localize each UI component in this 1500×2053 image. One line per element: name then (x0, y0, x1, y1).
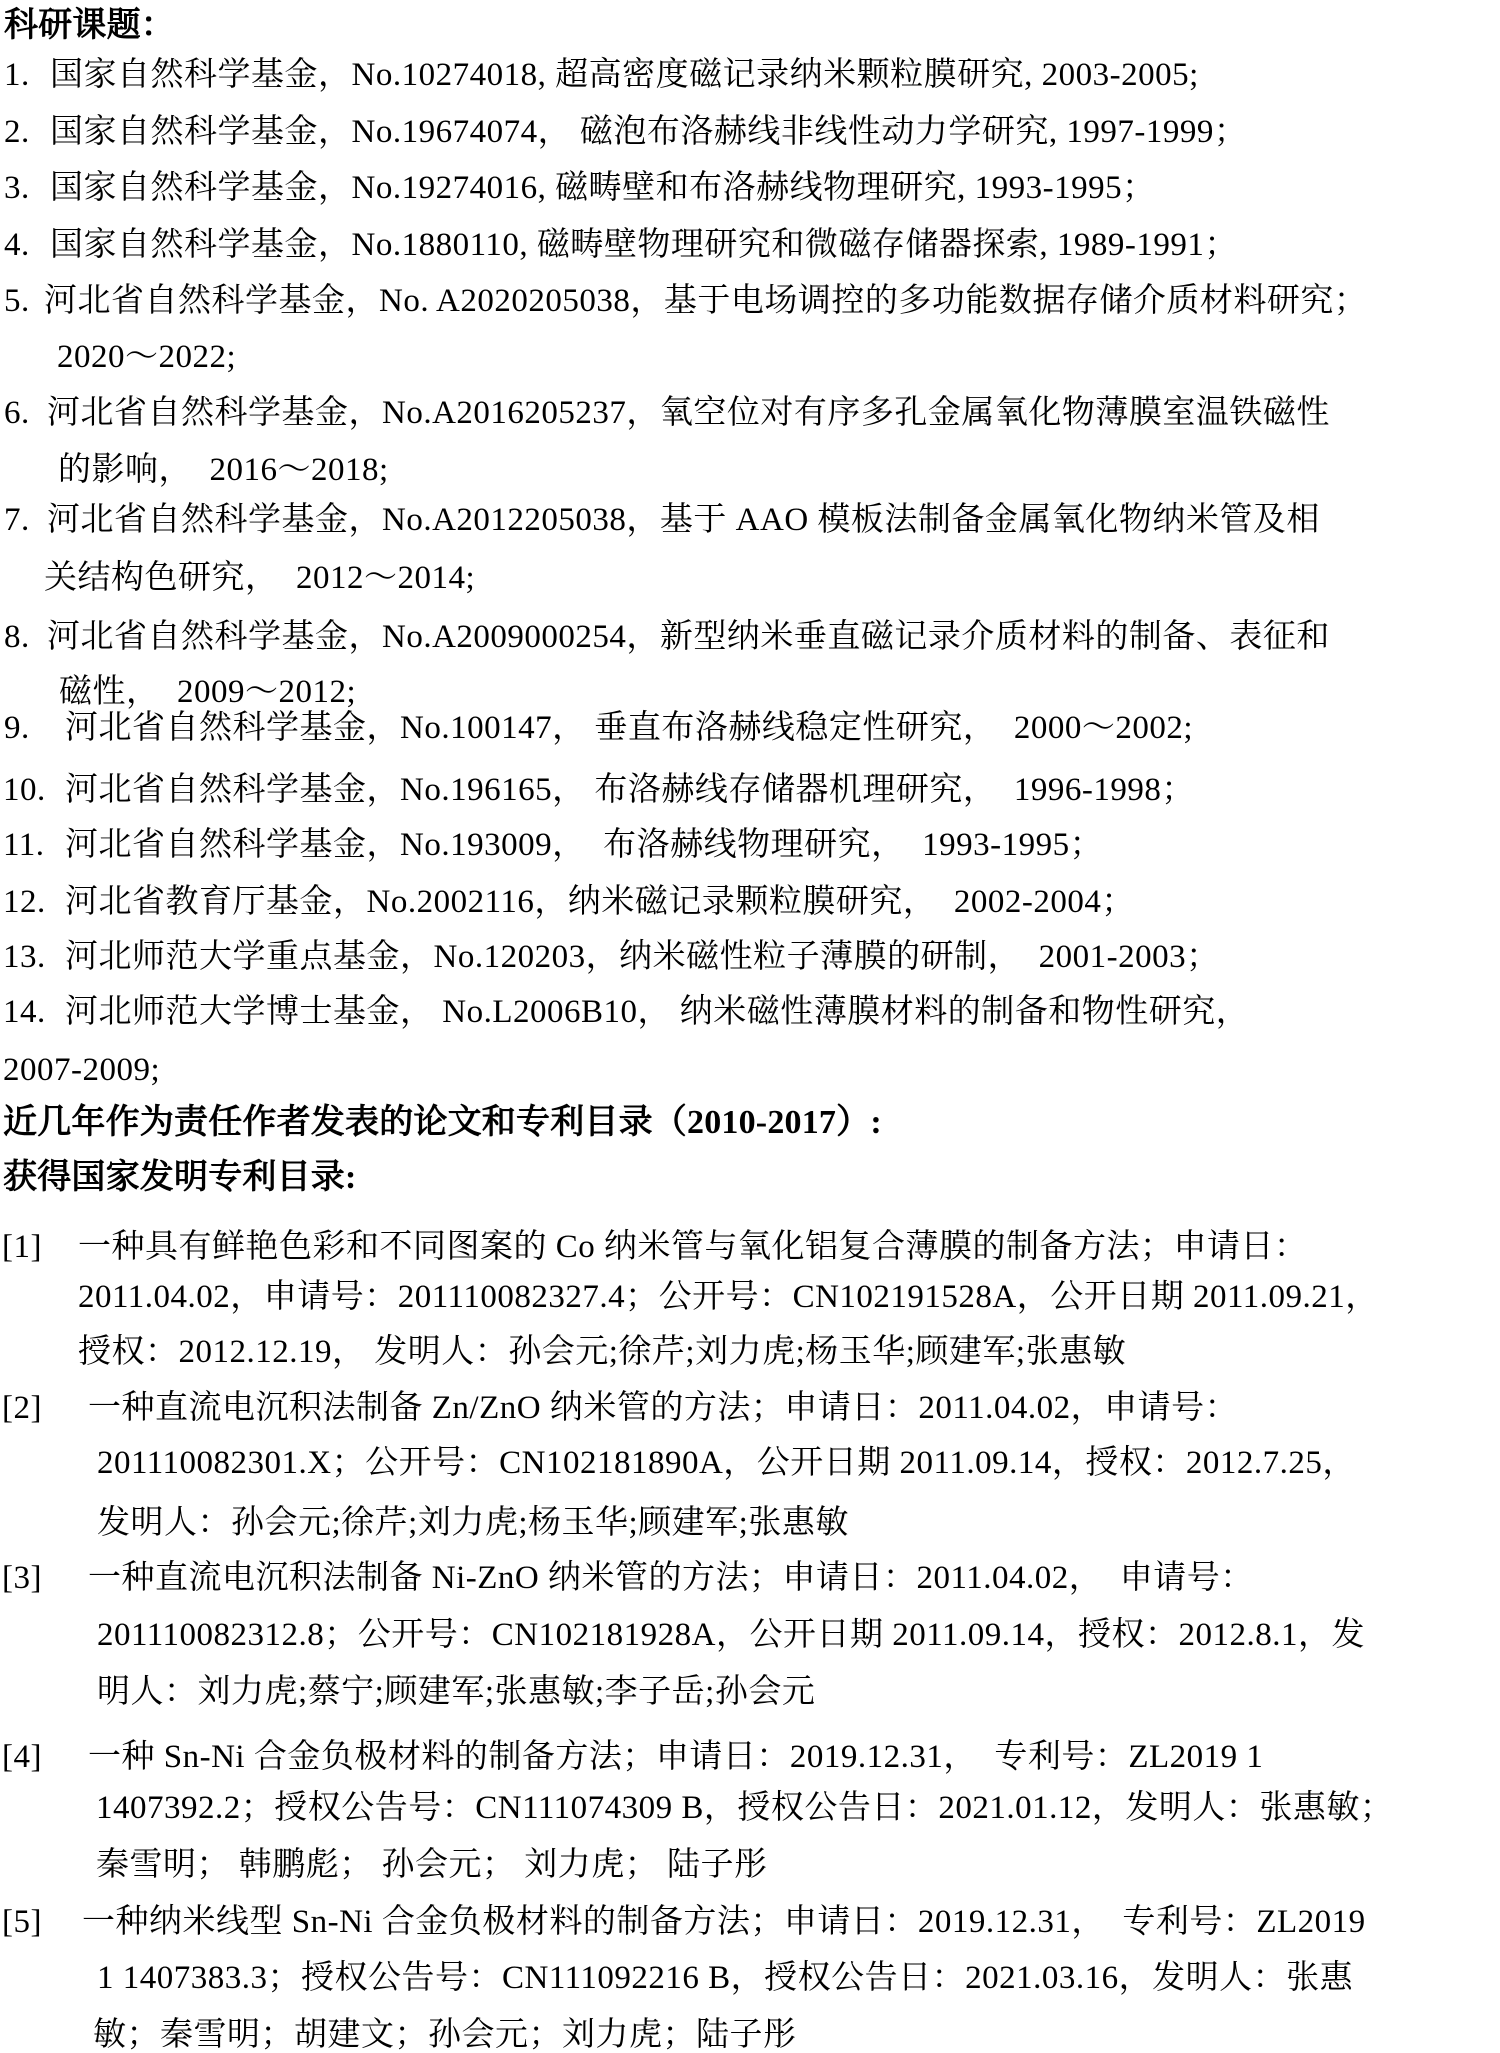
grant-item-2-line-1: 国家自然科学基金，No.19674074， 磁泡布洛赫线非线性动力学研究, 1997-1999； (50, 114, 1248, 150)
grant-item-5-line-1: 河北省自然科学基金，No. A2020205038，基于电场调控的多功能数据存储介质材料研究； (44, 283, 1368, 319)
grant-item-1-number: 1. (4, 57, 30, 93)
grant-item-13-number: 13. (3, 939, 46, 975)
patent-item-1-label: [1] (2, 1229, 42, 1265)
patent-item-2-label: [2] (2, 1390, 42, 1426)
grant-item-11-number: 11. (3, 827, 45, 863)
grant-item-5-line-2: 2020～2022; (57, 339, 237, 375)
patent-item-3-line-3: 明人：刘力虎;蔡宁;顾建军;张惠敏;李子岳;孙会元 (97, 1674, 816, 1710)
patent-item-2-line-1: 一种直流电沉积法制备 Zn/ZnO 纳米管的方法；申请日：2011.04.02，申请号： (88, 1390, 1239, 1426)
grant-item-3-number: 3. (4, 170, 30, 206)
patent-item-5-label: [5] (2, 1904, 42, 1940)
patent-item-3-line-1: 一种直流电沉积法制备 Ni-ZnO 纳米管的方法；申请日：2011.04.02， 申请号： (88, 1560, 1254, 1596)
grant-item-7-line-1: 河北省自然科学基金，No.A2012205038，基于 AAO 模板法制备金属氧化物纳米管及相 (47, 502, 1320, 538)
section-title-publications: 近几年作为责任作者发表的论文和专利目录（2010-2017）: (3, 1104, 882, 1141)
grant-item-12-line-1: 河北省教育厅基金，No.2002116，纳米磁记录颗粒膜研究， 2002-2004； (65, 884, 1135, 920)
patent-item-2-line-3: 发明人：孙会元;徐芹;刘力虎;杨玉华;顾建军;张惠敏 (97, 1505, 849, 1541)
patent-item-1-line-2: 2011.04.02，申请号：201110082327.4；公开号：CN102191528A，公开日期 2011.09.21， (78, 1279, 1379, 1315)
grant-item-13-line-1: 河北师范大学重点基金，No.120203，纳米磁性粒子薄膜的研制， 2001-2003； (65, 939, 1220, 975)
grant-item-10-number: 10. (3, 772, 46, 808)
grant-item-14-number: 14. (3, 994, 46, 1030)
patent-item-5-line-1: 一种纳米线型 Sn-Ni 合金负极材料的制备方法；申请日：2019.12.31， 专利号：ZL2019 (82, 1904, 1366, 1940)
grant-item-10-line-1: 河北省自然科学基金，No.196165， 布洛赫线存储器机理研究， 1996-1998； (65, 772, 1195, 808)
patent-item-4-label: [4] (2, 1739, 42, 1775)
patent-item-4-line-1: 一种 Sn-Ni 合金负极材料的制备方法；申请日：2019.12.31， 专利号：ZL2019 1 (88, 1739, 1264, 1775)
grant-item-14-line-1: 河北师范大学博士基金， No.L2006B10， 纳米磁性薄膜材料的制备和物性研究， (65, 994, 1250, 1030)
grant-item-4-line-1: 国家自然科学基金，No.1880110, 磁畴壁物理研究和微磁存储器探索, 1989-1991； (50, 227, 1238, 263)
grant-item-14-line-2: 2007-2009; (3, 1052, 161, 1088)
patent-item-3-label: [3] (2, 1560, 42, 1596)
grant-item-12-number: 12. (3, 884, 46, 920)
section-title-patents: 获得国家发明专利目录: (3, 1159, 357, 1196)
grant-item-7-number: 7. (4, 502, 30, 538)
patent-item-4-line-3: 秦雪明； 韩鹏彪； 孙会元； 刘力虎； 陆子彤 (96, 1847, 768, 1883)
grant-item-5-number: 5. (4, 283, 30, 319)
patent-item-2-line-2: 201110082301.X；公开号：CN102181890A，公开日期 2011.09.14，授权：2012.7.25， (97, 1445, 1356, 1481)
grant-item-2-number: 2. (4, 114, 30, 150)
grant-item-9-number: 9. (4, 710, 30, 746)
section-title-research-grants: 科研课题： (4, 7, 175, 44)
grant-item-11-line-1: 河北省自然科学基金，No.193009， 布洛赫线物理研究， 1993-1995； (65, 827, 1104, 863)
grant-item-9-line-1: 河北省自然科学基金，No.100147， 垂直布洛赫线稳定性研究， 2000～2002; (65, 710, 1193, 746)
grant-item-7-line-2: 关结构色研究， 2012～2014; (44, 560, 476, 596)
patent-item-1-line-3: 授权：2012.12.19， 发明人：孙会元;徐芹;刘力虎;杨玉华;顾建军;张惠敏 (78, 1334, 1127, 1370)
grant-item-3-line-1: 国家自然科学基金，No.19274016, 磁畴壁和布洛赫线物理研究, 1993-1995； (50, 170, 1156, 206)
grant-item-6-line-1: 河北省自然科学基金，No.A2016205237，氧空位对有序多孔金属氧化物薄膜室温铁磁性 (47, 395, 1330, 431)
patent-item-4-line-2: 1407392.2；授权公告号：CN111074309 B，授权公告日：2021.01.12，发明人：张惠敏； (96, 1790, 1394, 1826)
grant-item-4-number: 4. (4, 227, 30, 263)
grant-item-8-line-1: 河北省自然科学基金，No.A2009000254，新型纳米垂直磁记录介质材料的制备、表征和 (47, 619, 1330, 655)
grant-item-6-number: 6. (4, 395, 30, 431)
patent-item-5-line-3: 敏；秦雪明；胡建文；孙会元；刘力虎；陆子彤 (93, 2017, 797, 2053)
grant-item-6-line-2: 的影响， 2016～2018; (58, 452, 389, 488)
patent-item-5-line-2: 1 1407383.3；授权公告号：CN111092216 B，授权公告日：2021.03.16，发明人：张惠 (97, 1960, 1354, 1996)
patent-item-3-line-2: 201110082312.8；公开号：CN102181928A，公开日期 2011.09.14，授权：2012.8.1，发 (97, 1617, 1365, 1653)
patent-item-1-line-1: 一种具有鲜艳色彩和不同图案的 Co 纳米管与氧化铝复合薄膜的制备方法；申请日： (78, 1229, 1308, 1265)
grant-item-1-line-1: 国家自然科学基金，No.10274018, 超高密度磁记录纳米颗粒膜研究, 2003-2005; (50, 57, 1199, 93)
grant-item-8-number: 8. (4, 619, 30, 655)
grant-item-8-line-2: 磁性， 2009～2012; (59, 674, 357, 710)
